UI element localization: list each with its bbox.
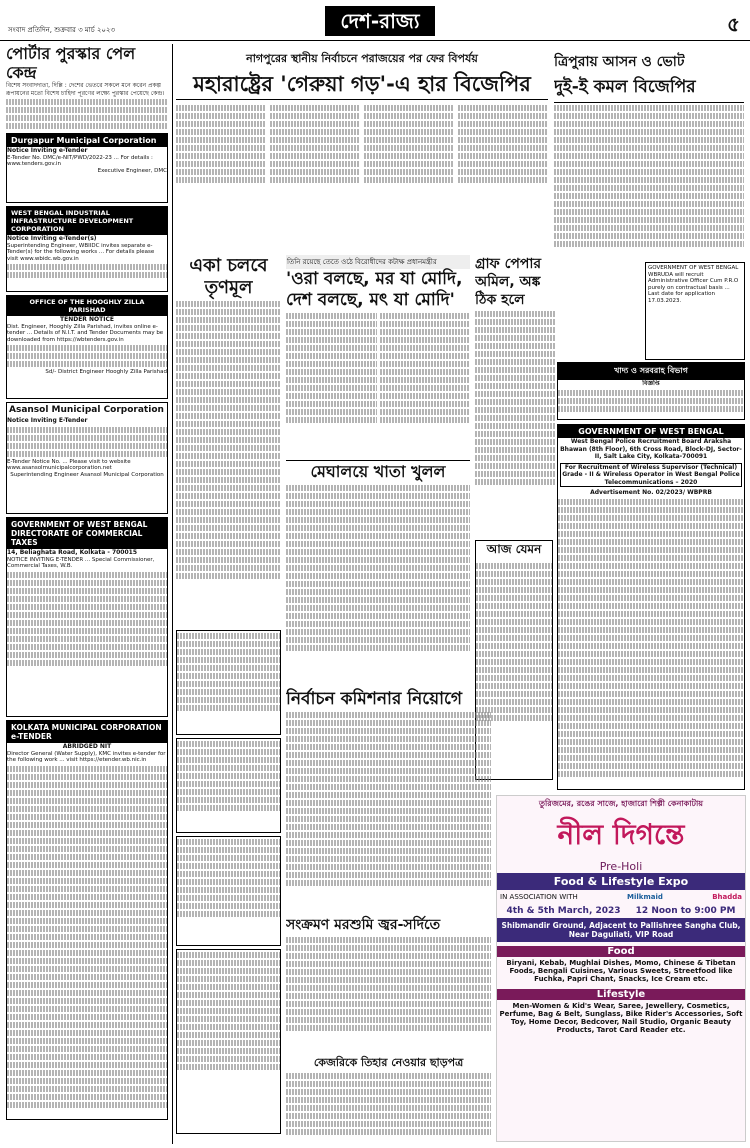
fest-expo: Food & Lifestyle Expo xyxy=(497,873,745,890)
ad-sign: Sd/- District Engineer Hooghly Zilla Parishad xyxy=(45,369,167,375)
aaj-label: আজ যেমন xyxy=(486,542,542,556)
ad-title: Durgapur Municipal Corporation xyxy=(7,134,167,147)
left-top-story: বিশেষ সংবাদদাতা, দিল্লি : দেশের ভেতরে সকলে মনে করেন প্রকল্প রূপায়নের মতো বিশেষ চাহিদা পূরণের লক্ষ্যে পুরস্কার পেয়েছে কেন্দ্র। xyxy=(6,82,165,97)
ad-sub: 14, Beliaghata Road, Kolkata - 700015 xyxy=(7,549,137,556)
ad-title: Asansol Municipal Corporation xyxy=(9,405,164,415)
fest-food-label: Food xyxy=(497,946,745,957)
sankraman-headline: সংক্রমণ মরশুমি জ্বর-সর্দিতে xyxy=(286,917,441,933)
ad-title: OFFICE OF THE HOOGHLY ZILLA PARISHAD xyxy=(7,296,167,316)
nirbachan-story xyxy=(286,688,491,913)
ad-title: GOVERNMENT OF WEST BENGAL xyxy=(558,425,744,438)
ad-body: Superintending Engineer, WBIIDC invites separate e-Tender(s) for the following works ... For details please visit www.wbidc.wb.gov.in xyxy=(7,242,155,262)
ad-hooghly xyxy=(6,295,168,399)
ad-body: E-Tender Notice No. ... Please visit to website www.asansolmunicipalcorporation.net xyxy=(7,458,131,471)
ad-title: KOLKATA MUNICIPAL CORPORATION e-TENDER xyxy=(7,721,167,743)
fest-assoc-row xyxy=(497,890,745,904)
page-number: ৫ xyxy=(727,12,740,36)
fest-life-items: Men-Women & Kid's Wear, Saree, Jewellery, Cosmetics, Perfume, Bag & Belt, Sunglass, Bike Rider's Accessories, Soft Toy, Home Decor, Bedcover, Nail Studio, Organic Beauty Products, Tarot Card Reader etc. xyxy=(499,1002,743,1034)
left-column xyxy=(6,44,168,1144)
ad-sub: Notice Inviting e-Tender(s) xyxy=(7,235,97,242)
ad-number: Advertisement No. 02/2023/ WBPRB xyxy=(590,489,712,496)
ad-title: GOVERNMENT OF WEST BENGAL DIRECTORATE OF COMMERCIAL TAXES xyxy=(7,518,167,549)
fest-venue: Shibmandir Ground, Adjacent to Pallishree Sangha Club, Near Daguliati, VIP Road xyxy=(497,918,745,942)
ad-sign: Superintending Engineer Asansol Municipal Corporation xyxy=(10,471,164,478)
section-title: দেশ-রাজ্য xyxy=(325,6,435,36)
kejri-headline: কেজরিকে তিহার নেওয়ার ছাড়পত্র xyxy=(313,1056,464,1069)
wara-story xyxy=(286,255,470,460)
festival-ad xyxy=(496,795,746,1142)
graph-story xyxy=(475,255,555,535)
main-headline: মহারাষ্ট্রের 'গেরুয়া গড়'-এ হার বিজেপির xyxy=(176,69,548,100)
edition-meta: সংবাদ প্রতিদিন, শুক্রবার ৩ মার্চ ২০২৩ xyxy=(8,26,116,34)
ad-sub: Notice Inviting E-Tender xyxy=(7,417,88,424)
ad-sub: West Bengal Police Recruitment Board Araksha Bhawan (8th Floor), 6th Cross Road, Block-DJ, Sector-II, Salt Lake City, Kolkata-700091 xyxy=(560,438,742,460)
ad-sign: Executive Engineer, DMC xyxy=(97,167,167,174)
left-top-headline: পোর্টার পুরস্কার পেল কেন্দ্র xyxy=(6,44,136,82)
fest-date: 4th & 5th March, 2023 xyxy=(506,906,621,916)
ad-commercial-taxes xyxy=(6,517,168,717)
ad-post: For Recruitment of Wireless Supervisor (Technical) Grade - II & Wireless Operator in West Bengal Police Telecommunications – 2020 xyxy=(560,463,742,488)
ad-wbruda xyxy=(645,262,745,360)
ad-kmc xyxy=(6,720,168,1120)
ad-durgapur xyxy=(6,133,168,203)
page-header xyxy=(0,0,750,41)
ad-sub: বিজ্ঞপ্তি xyxy=(642,380,660,387)
tripura-headline: দুই-ই কমল বিজেপির xyxy=(554,74,744,103)
meghalaya-story xyxy=(286,460,470,680)
wara-kicker: তিনি রয়েছে তেতে ওঠে বিরোধীদের কটাক্ষ প্রধানমন্ত্রীর xyxy=(286,255,470,269)
small-ads-column xyxy=(176,630,281,1145)
ad-asansol xyxy=(6,402,168,514)
ad-body: GOVERNMENT OF WEST BENGAL WBRUDA will recruit Administrative Officer Cum P.R.O purely on contractual basis ... Last date for application 17.03.2023. xyxy=(648,265,739,304)
fest-time: 12 Noon to 9:00 PM xyxy=(635,906,736,916)
fest-life-label: Lifestyle xyxy=(497,989,745,1000)
main-story xyxy=(176,103,548,203)
fest-bhadda: Bhadda xyxy=(712,893,742,901)
ad-title: খাদ্য ও সরবরাহ বিভাগ xyxy=(558,363,744,380)
fest-when xyxy=(497,904,745,918)
ad-police xyxy=(557,424,745,790)
kejri-story xyxy=(286,1055,491,1143)
main-kicker: নাগপুরের স্থানীয় নির্বাচনে পরাজয়ের পর ফের বিপর্যয় xyxy=(246,52,478,65)
meghalaya-headline: মেঘালয়ে খাতা খুলল xyxy=(286,460,470,483)
eka-story xyxy=(176,255,281,625)
graph-headline: গ্রাফ পেপার অমিল, অঙ্ক ঠিক হলে xyxy=(475,256,542,308)
fest-top: তুরিজমের, রঙের সাজে, হাজারো শিল্পী কেনাকাটায় xyxy=(539,799,703,808)
sankraman-story xyxy=(286,915,491,1050)
ad-food-supply xyxy=(557,362,745,420)
fest-title: নীল দিগন্তে xyxy=(557,818,685,851)
fest-food-items: Biryani, Kebab, Mughlai Dishes, Momo, Chinese & Tibetan Foods, Bengali Cuisines, Various Sweets, Streetfood like Fuchka, Papri Chant, Snacks, Ice Cream etc. xyxy=(506,959,736,983)
fest-sponsor: Milkmaid xyxy=(627,893,663,901)
ad-body: Director General (Water Supply), KMC invites e-tender for the following work ... visit https://etender.wb.nic.in xyxy=(7,750,166,763)
tripura-story xyxy=(554,50,744,260)
fest-pre: Pre-Holi xyxy=(599,860,643,873)
wara-headline: 'ওরা বলছে, মর যা মোদি, দেশ বলছে, মৎ যা মোদি' xyxy=(286,269,463,310)
ad-title: WEST BENGAL INDUSTRIAL INFRASTRUCTURE DEVELOPMENT CORPORATION xyxy=(7,207,167,235)
ad-sub: Notice Inviting e-Tender xyxy=(7,147,88,154)
ad-body: Dist. Engineer, Hooghly Zilla Parishad, invites online e-tender ... Details of N.I.T. and Tender Documents may be downloaded from https://wbtenders.gov.in xyxy=(7,323,164,343)
fest-assoc: IN ASSOCIATION WITH xyxy=(500,893,578,901)
ad-sub: ABRIDGED NIT xyxy=(62,743,112,750)
nirbachan-headline: নির্বাচন কমিশনার নিয়োগে xyxy=(286,689,463,709)
eka-headline: একা চলবে তৃণমূল xyxy=(189,255,268,298)
ad-sub: TENDER NOTICE xyxy=(60,316,114,323)
ad-body: E-Tender No. DMC/e-NIT/PWD/2022-23 ... For details : www.tenders.gov.in xyxy=(7,154,153,167)
ad-wbiidc xyxy=(6,206,168,292)
ad-body: NOTICE INVITING E-TENDER ... Special Commissioner, Commercial Taxes, W.B. xyxy=(7,556,155,569)
tripura-kicker: ত্রিপুরায় আসন ও ভোট xyxy=(554,54,685,70)
